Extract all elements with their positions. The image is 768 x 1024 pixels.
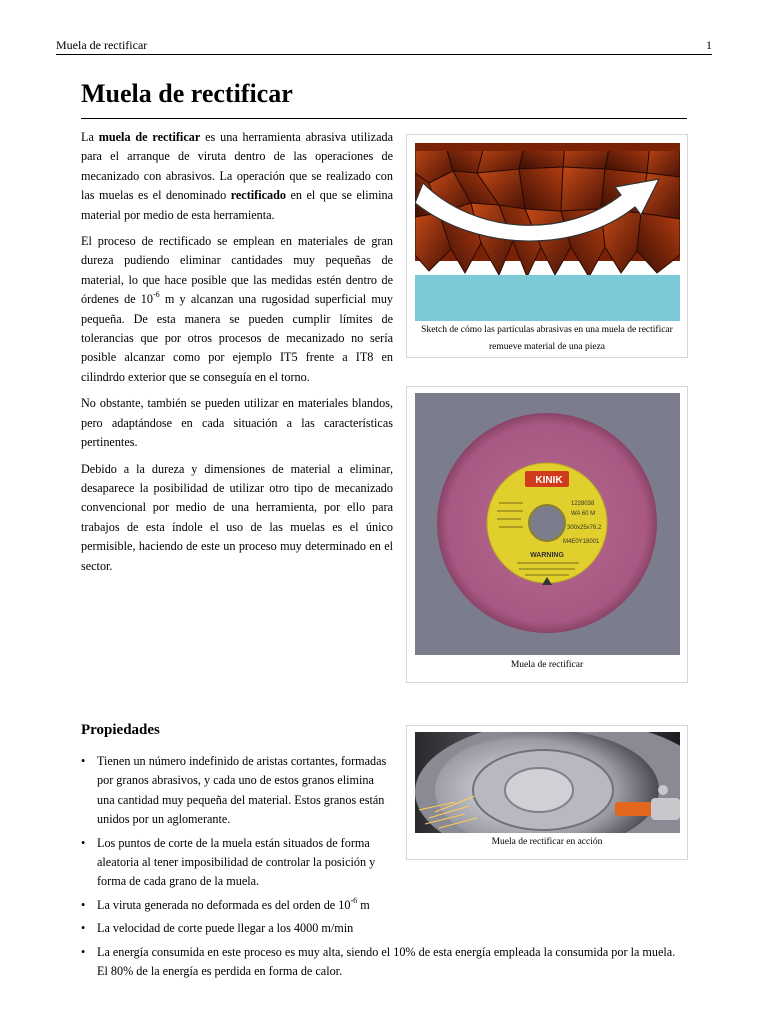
term-muela[interactable]: muela de rectificar: [98, 130, 201, 144]
wheel-spec-2: WA 60 M: [571, 511, 596, 517]
title-rule: [81, 118, 687, 119]
figure-sketch: [406, 134, 688, 358]
page-title: Muela de rectificar: [81, 79, 293, 108]
header-rule: [56, 54, 712, 55]
list-item: • La viruta generada no deformada es del orden de $10^{-6}$ m: [81, 896, 397, 915]
wheel-warning: WARNING: [530, 552, 564, 559]
list-item: • Tienen un número indefinido de aristas cortantes, formadas por granos abrasivos, y cada uno de estos granos elimina una cantidad muy pequeña del material. Estos granos están unidos por un aglomerante.: [81, 752, 393, 830]
wheel-serial: M4E0Y18001: [563, 539, 600, 545]
running-title: Muela de rectificar: [56, 38, 148, 52]
figure-caption-action: Muela de rectificar en acción: [491, 837, 603, 847]
wheel-brand: KINIK: [535, 475, 563, 486]
figure-caption-wheel: Muela de rectificar: [510, 660, 584, 670]
term-rectificado[interactable]: rectificado: [230, 188, 286, 203]
list-item: • Los puntos de corte de la muela están situados de forma aleatoria al tener imposibilidad de controlar la posición y forma de cada grano de la muela.: [81, 834, 393, 892]
wheel-spec-3: 300x25x76.2: [567, 525, 602, 531]
propiedades-list: [81, 752, 689, 985]
intro-column: [81, 128, 393, 583]
list-item: • La energía consumida en este proceso es muy alta, siendo el 10% de esta energía empleada la consumida por la muela. El 80% de la energía es perdida en forma de calor.: [81, 943, 689, 982]
paragraph-3: No obstante, también se pueden utilizar en materiales blandos, pero adaptándose en cada situación a las características pertinentes.: [81, 396, 393, 450]
figure-wheel: [406, 386, 688, 683]
section-heading-propiedades: Propiedades: [81, 722, 160, 738]
list-item: • La velocidad de corte puede llegar a los 4000 m/min: [81, 919, 397, 938]
running-header: [56, 38, 712, 53]
paragraph-4: Debido a la dureza y dimensiones de material a eliminar, desaparece la posibilidad de utilizar otro tipo de mecanizado convencional por medio de una herramienta, por ello para trabajos de esta índole el uso de las muelas es el único permisible, haciendo de este un proceso muy determinado en el sector.: [81, 461, 393, 573]
wheel-spec-1: 1228038: [571, 501, 595, 507]
abrasive-sketch-image[interactable]: [415, 143, 680, 321]
figure-caption-sketch: Sketch de cómo las partículas abrasivas en una muela de rectificar remueve material de una pieza: [421, 325, 673, 352]
paragraph-1: La muela de rectificar es una herramienta abrasiva utilizada para el arranque de viruta dentro de las operaciones de mecanizado con abrasivos. La operación que se realizado con las muelas es el denominado rectificado en el que se elimina material por medio de esta herramienta.: [81, 130, 394, 222]
paragraph-2: El proceso de rectificado se emplean en materiales de gran dureza pudiendo eliminar cantidades muy pequeñas de material, lo que hace posible que las medidas estén dentro de órdenes de $10^{-6}$ m y alcanzan una rugosidad superficial muy pequeña. De esta manera se pueden cumplir límites de tolerancias que por otros procesos de mecanizado no sería posible alcanzar como por ejemplo IT5 frente a IT8 en cilindrdo exterior que se conseguía en el torno.: [81, 234, 394, 384]
grinding-wheel-image[interactable]: [415, 393, 680, 655]
page-number: 1: [706, 38, 712, 52]
